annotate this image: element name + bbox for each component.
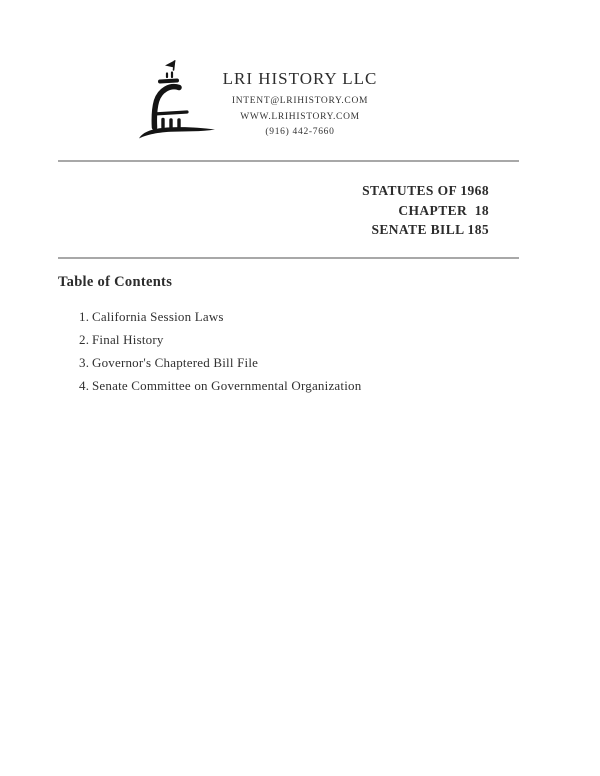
toc-item [79, 305, 519, 328]
company-email: INTENT@LRIHISTORY.COM [231, 96, 369, 106]
toc-item-label: Senate Committee on Governmental Organization [92, 378, 362, 393]
toc-list [79, 305, 519, 397]
toc-item-number: 4. [79, 378, 90, 393]
toc-item [79, 374, 519, 397]
statutes-year-line: STATUTES OF 1968 [362, 183, 489, 198]
chapter-line: CHAPTER 18 [398, 202, 489, 218]
toc-item-label: California Session Laws [92, 309, 224, 324]
toc-item-label: Governor's Chaptered Bill File [92, 355, 259, 370]
company-contact-block [160, 94, 440, 141]
top-divider [58, 160, 519, 162]
toc-item-number: 2. [79, 332, 90, 347]
toc-item [79, 351, 519, 374]
toc-item [79, 328, 519, 351]
company-phone: (916) 442-7660 [265, 127, 335, 137]
toc-item-number: 3. [79, 355, 90, 370]
senate-bill-line: SENATE BILL 185 [371, 222, 489, 237]
toc-item-number: 1. [79, 309, 90, 324]
toc-item-label: Final History [92, 332, 164, 347]
statute-reference-block [58, 181, 489, 240]
company-website: WWW.LRIHISTORY.COM [240, 111, 360, 122]
company-name: LRI HISTORY LLC [222, 69, 378, 88]
bottom-divider [58, 257, 519, 259]
toc-heading: Table of Contents [58, 274, 173, 290]
